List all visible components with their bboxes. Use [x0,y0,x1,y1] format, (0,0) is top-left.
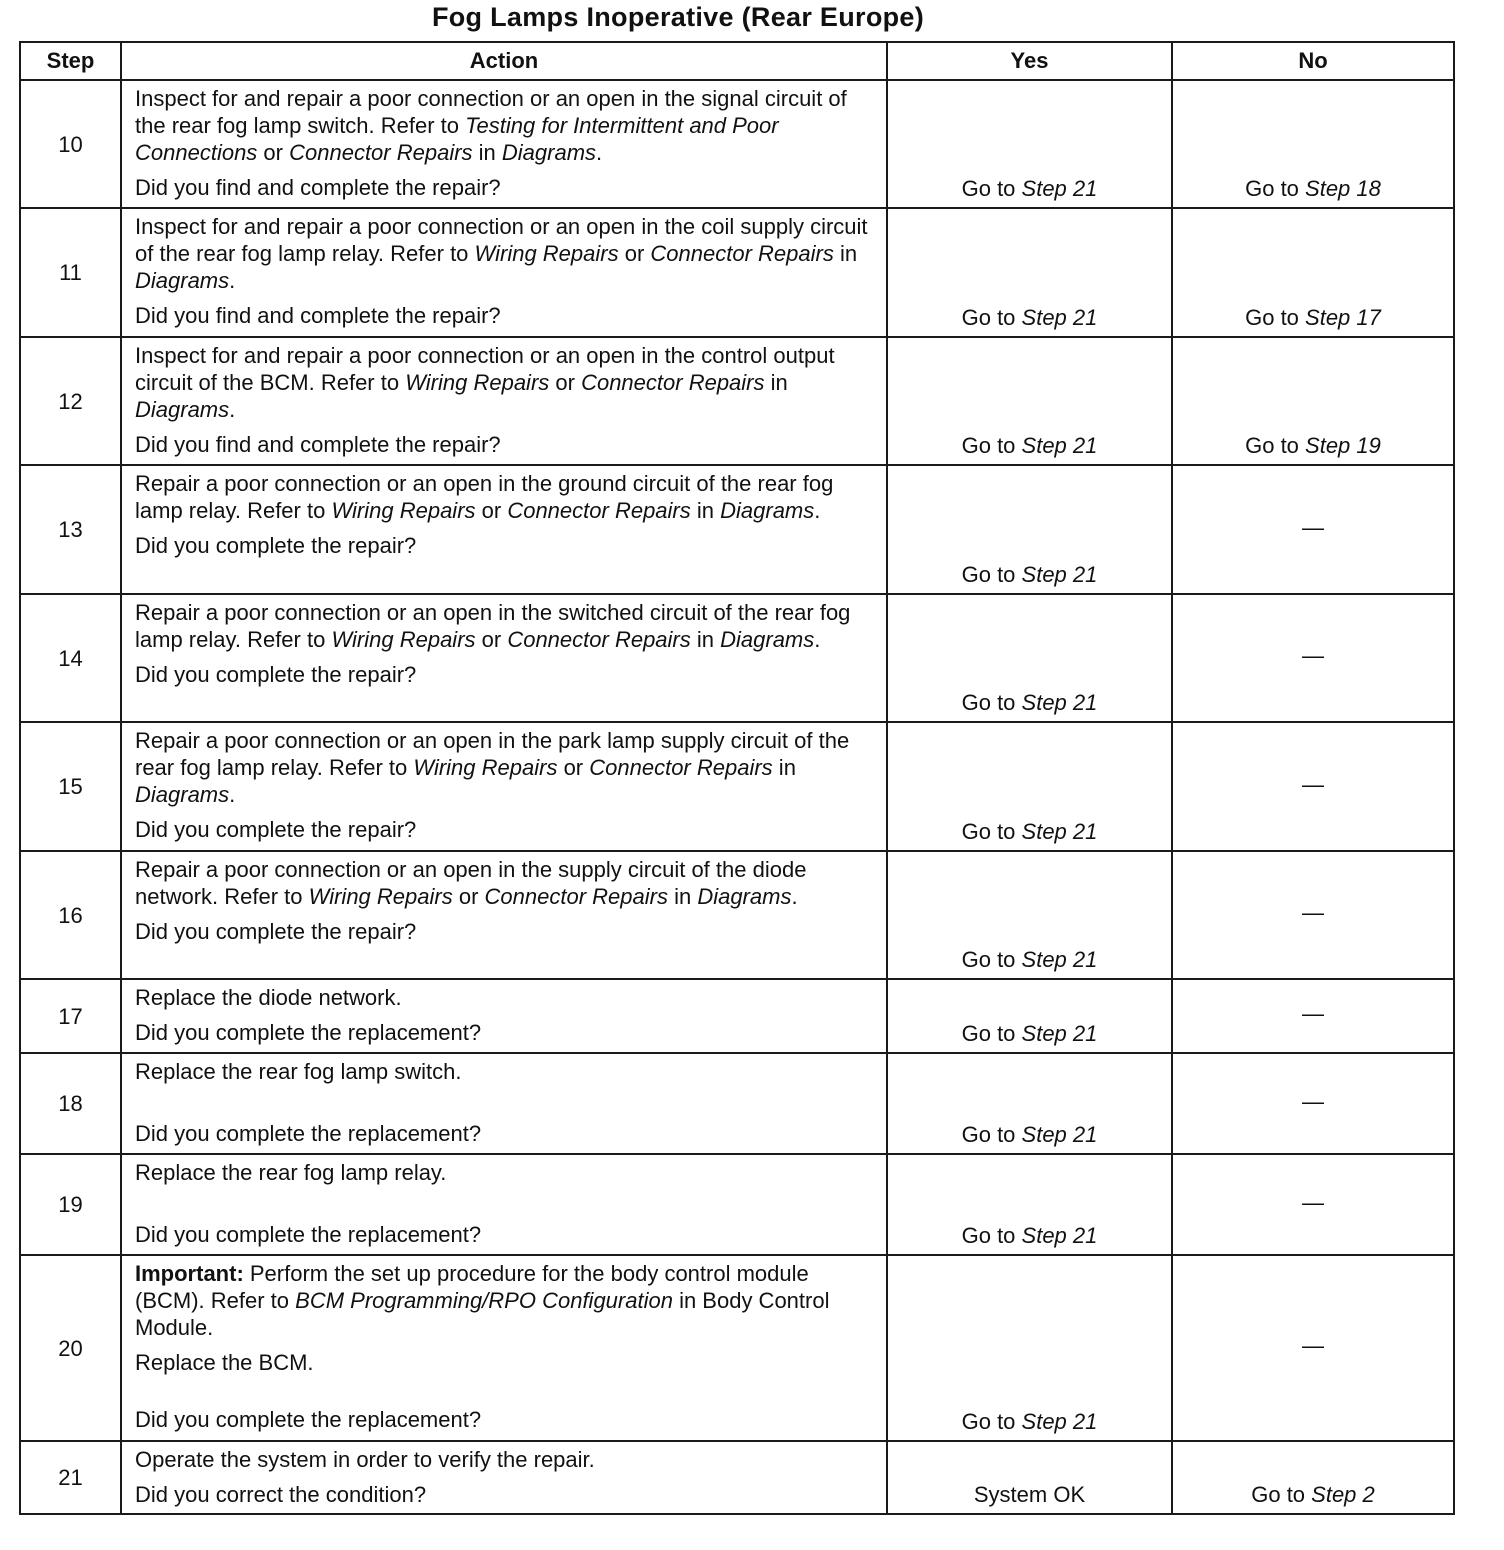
action-cell [121,208,887,337]
action-cell [121,851,887,979]
italic-reference: Step 17 [1305,305,1381,330]
italic-reference: Step 21 [1021,433,1098,458]
header-yes: Yes [887,42,1172,80]
text-run: Go to [961,1409,1022,1434]
table-row [20,80,1454,208]
table-row [20,1053,1454,1154]
step-number: 14 [20,594,121,722]
action-question: Did you find and complete the repair? [135,175,501,200]
action-question: Did you complete the replacement? [135,1020,482,1045]
italic-reference: Wiring Repairs [331,498,476,523]
italic-reference: Diagrams [135,782,230,807]
italic-reference: Wiring Repairs [331,627,476,652]
text-run: or [475,627,508,652]
text-run: or [452,884,485,909]
action-cell [121,1154,887,1255]
italic-reference: Step 19 [1305,433,1381,458]
italic-reference: Step 21 [1021,1223,1098,1248]
table-row [20,208,1454,337]
italic-reference: Connector Repairs [507,498,691,523]
page-title: Fog Lamps Inoperative (Rear Europe) [431,2,925,32]
text-run: — [1302,643,1324,668]
yes-result [887,208,1172,337]
yes-result [887,722,1172,851]
italic-reference: Step 21 [1021,562,1098,587]
action-cell [121,1053,887,1154]
text-run: Replace the rear fog lamp relay. [135,1160,447,1185]
text-run: in [764,370,788,395]
text-run: Inspect for and repair a poor connection or an open in the coil supply circuit of the rear fog lamp relay. Refer to [135,214,868,266]
text-run: in [667,884,698,909]
action-question: Did you complete the repair? [135,817,417,842]
text-run: . [229,397,236,422]
yes-result [887,465,1172,594]
text-run: Go to [961,305,1022,330]
yes-result [887,979,1172,1053]
text-run: in [833,241,858,266]
text-run: Repair a poor connection or an open in the ground circuit of the rear fog lamp relay. Refer to [135,471,834,523]
text-run: Replace the diode network. [135,985,402,1010]
bold-text: Important: [135,1261,244,1286]
action-question: Did you complete the repair? [135,662,417,687]
no-result [1172,1053,1454,1154]
action-cell [121,1441,887,1514]
italic-reference: Step 21 [1021,947,1098,972]
text-run: Inspect for and repair a poor connection or an open in the signal circuit of the rear fog lamp switch. Refer to [135,86,847,138]
table-row [20,851,1454,979]
action-cell [121,465,887,594]
italic-reference: Step 21 [1021,1409,1098,1434]
header-action: Action [121,42,887,80]
italic-reference: Wiring Repairs [474,241,619,266]
italic-reference: Connector Repairs [484,884,668,909]
step-number: 15 [20,722,121,851]
italic-reference: Connector Repairs [289,140,473,165]
table-row [20,722,1454,851]
text-run: Go to [961,1223,1022,1248]
yes-result [887,1255,1172,1441]
text-run: or [618,241,651,266]
table-row [20,1154,1454,1255]
yes-result [887,80,1172,208]
text-run: in [690,627,721,652]
action-cell [121,337,887,465]
italic-reference: Step 21 [1021,1021,1098,1046]
text-run: in [690,498,721,523]
italic-reference: Step 21 [1021,1122,1098,1147]
step-number: 12 [20,337,121,465]
no-result [1172,208,1454,337]
action-paragraph [135,727,880,808]
italic-reference: Step 21 [1021,690,1098,715]
text-run: or [475,498,508,523]
action-question: Did you correct the condition? [135,1482,427,1507]
text-run: — [1302,1088,1324,1114]
action-question: Did you complete the repair? [135,533,417,558]
action-cell [121,80,887,208]
text-run: Go to [1245,305,1306,330]
text-run: . [814,627,821,652]
italic-reference: Connector Repairs [589,755,773,780]
text-run: in [472,140,502,165]
action-question: Did you find and complete the repair? [135,432,501,457]
text-run: Repair a poor connection or an open in the supply circuit of the diode network. Refer to [135,857,807,909]
italic-reference: Step 21 [1021,819,1098,844]
text-run: Go to [961,1122,1022,1147]
italic-reference: Diagrams [720,627,815,652]
italic-reference: Wiring Repairs [413,755,558,780]
no-result [1172,337,1454,465]
step-number: 17 [20,979,121,1053]
yes-result [887,1154,1172,1255]
no-result [1172,722,1454,851]
action-question: Did you complete the replacement? [135,1407,482,1432]
no-result [1172,594,1454,722]
text-run: Go to [1245,176,1306,201]
text-run: Go to [961,819,1022,844]
italic-reference: Connector Repairs [581,370,765,395]
text-run: Go to [961,562,1022,587]
action-paragraph [135,599,880,653]
no-result [1172,80,1454,208]
text-run: — [1302,1189,1324,1215]
text-run: Go to [961,433,1022,458]
table-row [20,594,1454,722]
italic-reference: Wiring Repairs [405,370,550,395]
text-run: Repair a poor connection or an open in the park lamp supply circuit of the rear fog lamp relay. Refer to [135,728,850,780]
action-paragraph [135,1446,880,1473]
yes-result [887,851,1172,979]
text-run: in Body Control Module. [135,1288,830,1340]
no-result [1172,1154,1454,1255]
text-run: . [791,884,798,909]
italic-reference: BCM Programming/RPO Configuration [295,1288,673,1313]
action-question: Did you complete the replacement? [135,1222,482,1247]
step-number: 20 [20,1255,121,1441]
text-run: Perform the set up procedure for the body control module (BCM). Refer to [135,1261,809,1313]
text-run: . [596,140,603,165]
action-question: Did you complete the repair? [135,919,417,944]
header-step: Step [20,42,121,80]
text-run: Go to [961,947,1022,972]
action-cell [121,979,887,1053]
italic-reference: Diagrams [697,884,792,909]
yes-result [887,1053,1172,1154]
header-row [20,42,1454,80]
action-question: Did you complete the replacement? [135,1121,482,1146]
italic-reference: Step 18 [1305,176,1381,201]
table-row [20,979,1454,1053]
action-paragraph [135,856,880,910]
action-paragraph [135,984,880,1011]
text-run: Go to [1251,1482,1312,1507]
text-run: — [1302,514,1324,540]
text-run: Go to [961,176,1022,201]
no-result [1172,1441,1454,1514]
step-number: 11 [20,208,121,337]
header-no: No [1172,42,1454,80]
no-result [1172,979,1454,1053]
action-paragraph [135,470,880,524]
step-number: 21 [20,1441,121,1514]
italic-reference: Step 21 [1021,305,1098,330]
italic-reference: Diagrams [135,268,230,293]
italic-reference: Wiring Repairs [308,884,453,909]
text-run: or [557,755,590,780]
text-run: — [1302,771,1324,797]
text-run: — [1302,1333,1324,1358]
text-run: Replace the rear fog lamp switch. [135,1059,462,1084]
italic-reference: Connector Repairs [650,241,834,266]
no-result [1172,465,1454,594]
italic-reference: Step 21 [1021,176,1098,201]
text-run: Inspect for and repair a poor connection or an open in the control output circuit of the BCM. Refer to [135,343,835,395]
diagnostic-table [19,41,1455,1515]
text-run: . [814,498,821,523]
text-run: Go to [961,1021,1022,1046]
text-run: Replace the BCM. [135,1350,314,1375]
text-run: or [549,370,582,395]
yes-result [887,337,1172,465]
yes-result [887,594,1172,722]
step-number: 10 [20,80,121,208]
text-run: Operate the system in order to verify the repair. [135,1447,595,1472]
yes-result [887,1441,1172,1514]
action-paragraph [135,1260,880,1341]
text-run: Go to [1245,433,1306,458]
text-run: — [1302,900,1324,925]
text-run: — [1302,1001,1324,1026]
step-number: 19 [20,1154,121,1255]
action-cell [121,1255,887,1441]
italic-reference: Diagrams [720,498,815,523]
no-result [1172,851,1454,979]
action-paragraph [135,342,880,423]
italic-reference: Diagrams [501,140,597,165]
action-cell [121,594,887,722]
action-cell [121,722,887,851]
table-row [20,465,1454,594]
action-paragraph [135,1058,880,1085]
text-run: . [229,782,236,807]
italic-reference: Testing for Intermittent and Poor Connections [135,113,779,165]
action-paragraph [135,85,880,166]
text-run: . [229,268,236,293]
text-run: in [772,755,796,780]
table-row [20,337,1454,465]
step-number: 16 [20,851,121,979]
action-paragraph [135,1349,880,1376]
text-run: or [257,140,290,165]
text-run: Repair a poor connection or an open in the switched circuit of the rear fog lamp relay. Refer to [135,600,851,652]
table-row [20,1255,1454,1441]
text-run: System OK [973,1482,1086,1507]
italic-reference: Diagrams [135,397,230,422]
step-number: 18 [20,1053,121,1154]
italic-reference: Step 2 [1311,1482,1375,1507]
action-paragraph [135,1159,880,1186]
table-row [20,1441,1454,1514]
table-body [20,80,1454,1514]
italic-reference: Connector Repairs [507,627,691,652]
text-run: Go to [961,690,1022,715]
step-number: 13 [20,465,121,594]
no-result [1172,1255,1454,1441]
action-paragraph [135,213,880,294]
action-question: Did you find and complete the repair? [135,303,501,328]
